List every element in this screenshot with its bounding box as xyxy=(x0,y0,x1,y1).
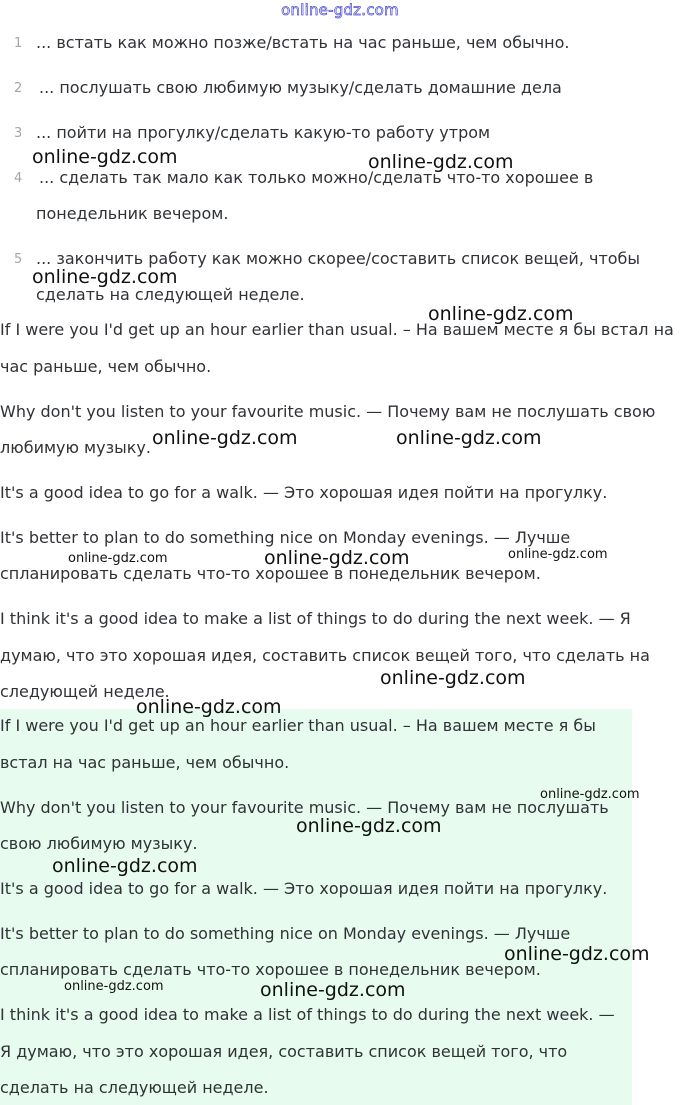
answer-line: It's a good idea to go for a walk. — Это хорошая идея пойти на прогулку. xyxy=(0,879,608,898)
watermark: online-gdz.com xyxy=(380,667,526,689)
answer-line: It's a good idea to go for a walk. — Это хорошая идея пойти на прогулку. xyxy=(0,483,608,502)
answer-line: час раньше, чем обычно. xyxy=(0,357,212,376)
watermark: online-gdz.com xyxy=(52,855,198,877)
watermark: online-gdz.com xyxy=(504,943,650,965)
task-number: 3 xyxy=(14,126,23,141)
task-number: 4 xyxy=(14,171,23,186)
answer-line: Why don't you listen to your favourite music. — Почему вам не послушать xyxy=(0,798,609,817)
task-text: ... пойти на прогулку/сделать какую-то работу утром xyxy=(36,123,491,142)
watermark: online-gdz.com xyxy=(396,427,542,449)
answer-line: It's better to plan to do something nice on Monday evenings. — Лучше xyxy=(0,528,571,547)
answer-line: I think it's a good idea to make a list of things to do during the next week. — Я xyxy=(0,609,631,628)
watermark: online-gdz.com xyxy=(540,787,640,802)
task-text: ... послушать свою любимую музыку/сделать домашние дела xyxy=(39,78,562,97)
task-text: ... закончить работу как можно скорее/составить список вещей, чтобы xyxy=(36,249,641,268)
task-text: ... встать как можно позже/встать на час раньше, чем обычно. xyxy=(36,33,570,52)
answer-line: If I were you I'd get up an hour earlier than usual. – На вашем месте я бы встал на xyxy=(0,320,674,339)
task-number: 1 xyxy=(14,36,23,51)
watermark: online-gdz.com xyxy=(64,979,164,994)
answer-line: свою любимую музыку. xyxy=(0,834,198,853)
watermark: online-gdz.com xyxy=(264,547,410,569)
answer-line: любимую музыку. xyxy=(0,438,151,457)
answer-line: Я думаю, что это хорошая идея, составить список вещей того, что xyxy=(0,1042,568,1061)
task-text: ... сделать так мало как только можно/сделать что-то хорошее в xyxy=(39,168,594,187)
answer-line: следующей неделе. xyxy=(0,682,170,701)
answer-line: встал на час раньше, чем обычно. xyxy=(0,753,290,772)
watermark: online-gdz.com xyxy=(136,696,282,718)
answer-line: сделать на следующей неделе. xyxy=(0,1078,269,1097)
answer-line: спланировать сделать что-то хорошее в понедельник вечером. xyxy=(0,564,541,583)
answer-line: Why don't you listen to your favourite music. — Почему вам не послушать свою xyxy=(0,402,656,421)
task-number: 2 xyxy=(14,81,23,96)
watermark: online-gdz.com xyxy=(368,151,514,173)
answer-line: думаю, что это хорошая идея, составить список вещей того, что сделать на xyxy=(0,646,650,665)
watermark: online-gdz.com xyxy=(260,979,406,1001)
task-text: понедельник вечером. xyxy=(36,204,229,223)
answer-line: спланировать сделать что-то хорошее в понедельник вечером. xyxy=(0,960,541,979)
watermark: online-gdz.com xyxy=(32,266,178,288)
answer-line: I think it's a good idea to make a list of things to do during the next week. — xyxy=(0,1005,615,1024)
watermark: online-gdz.com xyxy=(32,146,178,168)
answer-line: It's better to plan to do something nice on Monday evenings. — Лучше xyxy=(0,924,571,943)
task-text: сделать на следующей неделе. xyxy=(36,285,305,304)
watermark: online-gdz.com xyxy=(296,815,442,837)
watermark: online-gdz.com xyxy=(428,303,574,325)
task-number: 5 xyxy=(14,252,23,267)
watermark: online-gdz.com xyxy=(152,427,298,449)
site-header-watermark: online-gdz.com xyxy=(281,1,399,19)
watermark: online-gdz.com xyxy=(508,547,608,562)
answer-line: If I were you I'd get up an hour earlier than usual. – На вашем месте я бы xyxy=(0,716,596,735)
watermark: online-gdz.com xyxy=(68,551,168,566)
